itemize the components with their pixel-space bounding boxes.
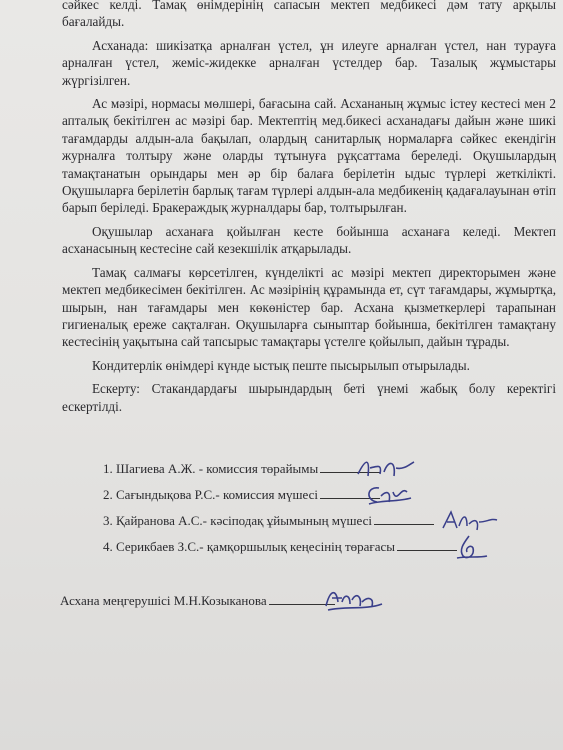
signatory-name: 1. Шагиева А.Ж. - комиссия төрайымы [103,461,319,476]
signatory-name: 4. Серикбаев З.С.- қамқоршылық кеңесінің төрағасы [103,539,396,554]
remark-paragraph: Ескерту: Стакандардағы шырындардың беті үнемі жабық болу керектігі ескертілді. [62,381,556,414]
paragraph: сәйкес келді. Тамақ өнімдерінің сапасын мектеп медбикесі дәм тату арқылы бағалайды. [62,0,556,30]
paragraph: Ас мәзірі, нормасы мөлшері, бағасына сай. Асхананың жұмыс істеу кестесі мен 2 апталық бекітілген ас мәзірі бар. Мектептің мед.бикесі асханадағы дайын және шикі тағамдарды алдын-ала бақылап, олардың санитарлық нормаларға сәйкес екендігін журналға толтыру және оларды тұтынуға рұқсаттама береледі. Оқушылардың тамақтанатын орындары мен әр бір балаға берілетін ыдыс түрлері жеткілікті. Оқушыларға берілетін барлық тағам түрлері алдын-ала медбикенің қадағалауынан өтіп барып беріледі. Бракераждық журналдары бар, толтырылған. [62,96,556,216]
handwritten-signature [363,482,415,508]
paragraph: Кондитерлік өнімдері күнде ыстық пеште пысырылып отырылады. [92,357,470,373]
handwritten-signature [451,534,491,562]
document-body [62,0,556,421]
paragraph: Оқушылар асханаға қойылған кесте бойынша асханаға келеді. Мектеп асханасының кестесіне сай кезекшілік атқарылады. [62,223,556,257]
signatory-row [103,538,543,564]
manager-name: Асхана меңгерушісі М.Н.Козыканова [60,593,267,608]
canteen-manager-signature [60,592,335,609]
signature-line [374,512,434,525]
signatories-list [103,460,543,564]
paragraph: Тамақ салмағы көрсетілген, күнделікті ас мәзірі мектеп директорымен және мектеп медбикесімен бекітілген. Ас мәзірінің құрамында ет, сүт тағамдары, жұмыртқа, шырын, нан тағамдары мен көкөністер бар. Асхана қызметкерлері тарапынан гигиеналық ереже сақталған. Оқушыларға сыныптар бойынша, бекітілген тамақтану кестесінің уақытына сай тапсырыс тамақтары үстелге қойылып, дайын тұрады. [62,264,556,350]
signatory-row [103,460,543,486]
handwritten-signature [356,456,416,482]
paragraph: Асханада: шикізатқа арналған үстел, ұн илеуге арналған үстел, нан турауға арналған үстел, жеміс-жидекке арналған үстелдер бар. Тазалық жұмыстары жүргізілген. [62,37,556,88]
signature-line [397,538,457,551]
handwritten-signature [322,584,386,614]
handwritten-signature [439,508,499,534]
signatory-name: 3. Қайранова А.С.- кәсіподақ ұйымының мүшесі [103,513,373,528]
signatory-name: 2. Сағындықова Р.С.- комиссия мүшесі [103,487,319,502]
